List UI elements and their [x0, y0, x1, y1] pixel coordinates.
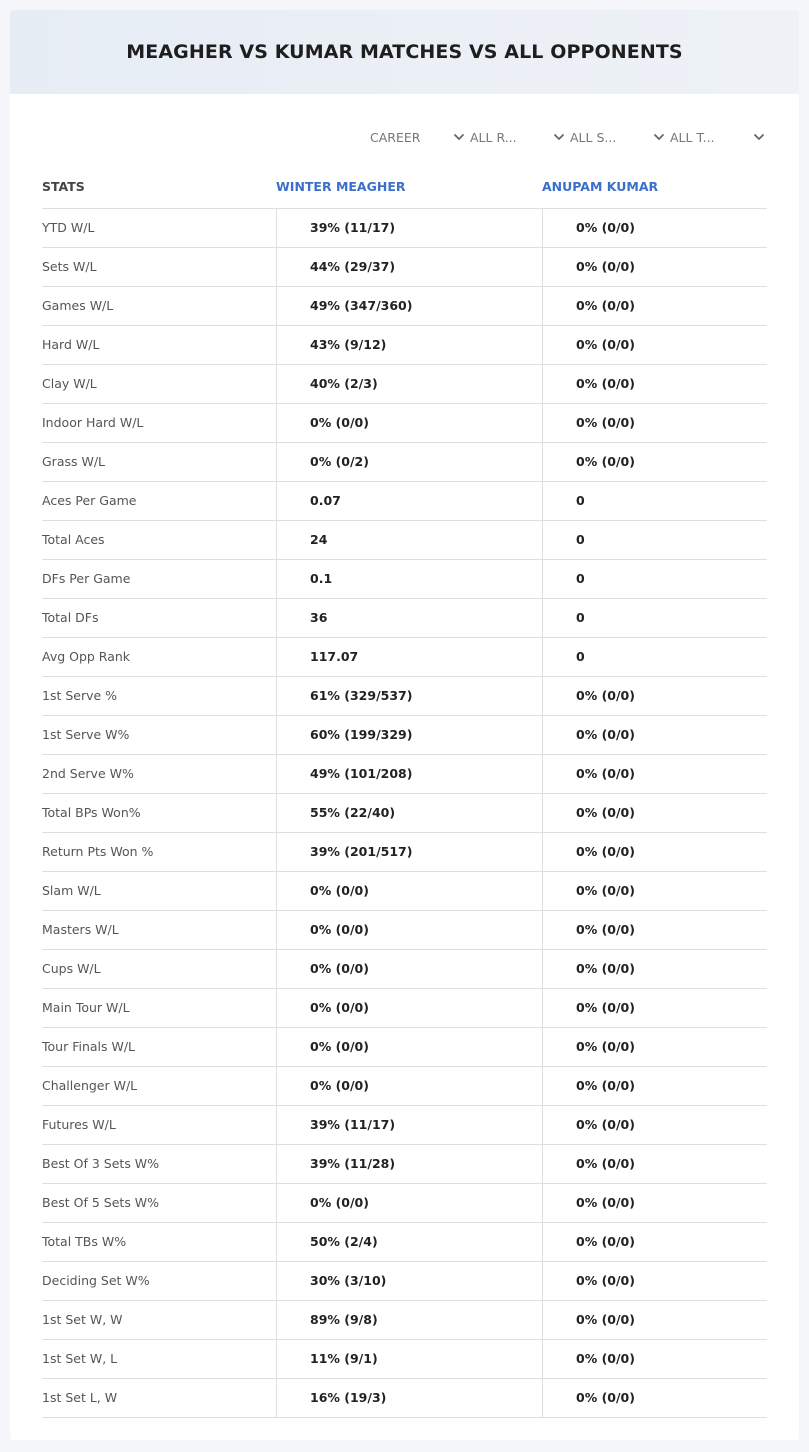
player1-value: 0% (0/0) [276, 872, 542, 910]
stat-label: 1st Set W, W [42, 1312, 123, 1327]
player1-value: 0% (0/2) [276, 443, 542, 481]
card-header [10, 10, 799, 94]
stat-label: Sets W/L [42, 259, 97, 274]
table-row [42, 1145, 767, 1184]
stat-label: 2nd Serve W% [42, 766, 134, 781]
stat-label: Best Of 5 Sets W% [42, 1195, 160, 1210]
table-row [42, 716, 767, 755]
filter-rounds-select[interactable] [466, 127, 566, 147]
player1-value: 0% (0/0) [276, 404, 542, 442]
table-row [42, 755, 767, 794]
stat-label: Challenger W/L [42, 1078, 138, 1093]
filter-tournament-select[interactable] [666, 127, 766, 147]
stat-label: Total DFs [42, 610, 99, 625]
player1-value: 49% (101/208) [276, 755, 542, 793]
table-row [42, 794, 767, 833]
table-row [42, 1379, 767, 1418]
column-header-stats: STATS [42, 179, 85, 194]
table-row [42, 833, 767, 872]
table-row [42, 1301, 767, 1340]
column-header-player2[interactable]: ANUPAM KUMAR [542, 179, 659, 194]
player2-value: 0% (0/0) [542, 1145, 767, 1183]
table-row [42, 404, 767, 443]
stat-label: Futures W/L [42, 1117, 116, 1132]
table-row [42, 1184, 767, 1223]
player2-value: 0% (0/0) [542, 677, 767, 715]
player2-value: 0% (0/0) [542, 1223, 767, 1261]
stat-label: Return Pts Won % [42, 844, 154, 859]
player1-value: 44% (29/37) [276, 248, 542, 286]
player2-value: 0% (0/0) [542, 326, 767, 364]
player1-value: 60% (199/329) [276, 716, 542, 754]
table-body [42, 209, 767, 1418]
stat-label: Clay W/L [42, 376, 97, 391]
stat-label: 1st Set W, L [42, 1351, 118, 1366]
player1-value: 39% (11/17) [276, 1106, 542, 1144]
filter-career-select[interactable] [366, 127, 466, 147]
table-row [42, 248, 767, 287]
player1-value: 89% (9/8) [276, 1301, 542, 1339]
player2-value: 0% (0/0) [542, 989, 767, 1027]
table-row [42, 209, 767, 248]
player2-value: 0 [542, 482, 767, 520]
stat-label: Total Aces [42, 532, 105, 547]
stat-label: YTD W/L [42, 220, 95, 235]
stat-label: Hard W/L [42, 337, 100, 352]
player2-value: 0 [542, 638, 767, 676]
stat-label: DFs Per Game [42, 571, 131, 586]
table-row [42, 989, 767, 1028]
stat-label: Cups W/L [42, 961, 101, 976]
table-row [42, 1262, 767, 1301]
player2-value: 0% (0/0) [542, 287, 767, 325]
player2-value: 0 [542, 599, 767, 637]
table-row [42, 1067, 767, 1106]
table-row [42, 1028, 767, 1067]
stat-label: Slam W/L [42, 883, 101, 898]
player2-value: 0% (0/0) [542, 1106, 767, 1144]
table-row [42, 1340, 767, 1379]
stat-label: Indoor Hard W/L [42, 415, 144, 430]
column-header-player1[interactable]: WINTER MEAGHER [276, 179, 406, 194]
table-row [42, 560, 767, 599]
table-row [42, 482, 767, 521]
filter-surface-select[interactable] [566, 127, 666, 147]
table-row [42, 677, 767, 716]
player1-value: 0% (0/0) [276, 989, 542, 1027]
table-row [42, 287, 767, 326]
player2-value: 0% (0/0) [542, 443, 767, 481]
player1-value: 61% (329/537) [276, 677, 542, 715]
player1-value: 40% (2/3) [276, 365, 542, 403]
stat-label: 1st Serve W% [42, 727, 130, 742]
table-row [42, 326, 767, 365]
player1-value: 49% (347/360) [276, 287, 542, 325]
table-row [42, 950, 767, 989]
player2-value: 0% (0/0) [542, 833, 767, 871]
stat-label: Avg Opp Rank [42, 649, 131, 664]
table-row [42, 911, 767, 950]
player1-value: 39% (201/517) [276, 833, 542, 871]
player1-value: 30% (3/10) [276, 1262, 542, 1300]
player2-value: 0% (0/0) [542, 365, 767, 403]
stat-label: Grass W/L [42, 454, 106, 469]
player1-value: 50% (2/4) [276, 1223, 542, 1261]
filter-label: CAREER [370, 129, 421, 145]
player1-value: 55% (22/40) [276, 794, 542, 832]
page-title: MEAGHER VS KUMAR MATCHES VS ALL OPPONENTS [126, 41, 683, 63]
stat-label: Total TBs W% [42, 1234, 127, 1249]
table-row [42, 365, 767, 404]
stat-label: Best Of 3 Sets W% [42, 1156, 160, 1171]
player1-value: 0% (0/0) [276, 1028, 542, 1066]
player2-value: 0% (0/0) [542, 872, 767, 910]
player2-value: 0% (0/0) [542, 1067, 767, 1105]
player2-value: 0% (0/0) [542, 950, 767, 988]
filter-label: ALL S... [570, 129, 617, 145]
player2-value: 0% (0/0) [542, 755, 767, 793]
player2-value: 0 [542, 521, 767, 559]
player1-value: 0.07 [276, 482, 542, 520]
player1-value: 39% (11/28) [276, 1145, 542, 1183]
stat-label: 1st Serve % [42, 688, 118, 703]
table-header [42, 165, 767, 209]
player1-value: 11% (9/1) [276, 1340, 542, 1378]
player2-value: 0% (0/0) [542, 716, 767, 754]
player1-value: 16% (19/3) [276, 1379, 542, 1417]
player2-value: 0% (0/0) [542, 1028, 767, 1066]
player1-value: 117.07 [276, 638, 542, 676]
table-row [42, 872, 767, 911]
player1-value: 43% (9/12) [276, 326, 542, 364]
chevron-down-icon [652, 130, 666, 144]
player2-value: 0% (0/0) [542, 404, 767, 442]
chevron-down-icon [752, 130, 766, 144]
player1-value: 36 [276, 599, 542, 637]
table-row [42, 443, 767, 482]
player2-value: 0% (0/0) [542, 1340, 767, 1378]
table-row [42, 1223, 767, 1262]
stats-table [42, 165, 767, 1418]
stat-label: 1st Set L, W [42, 1390, 118, 1405]
player1-value: 0.1 [276, 560, 542, 598]
player2-value: 0% (0/0) [542, 248, 767, 286]
stat-label: Total BPs Won% [42, 805, 141, 820]
stat-label: Deciding Set W% [42, 1273, 150, 1288]
player1-value: 24 [276, 521, 542, 559]
table-row [42, 599, 767, 638]
player1-value: 0% (0/0) [276, 911, 542, 949]
filter-bar [366, 127, 766, 147]
table-row [42, 521, 767, 560]
table-row [42, 1106, 767, 1145]
player1-value: 0% (0/0) [276, 1184, 542, 1222]
player1-value: 39% (11/17) [276, 209, 542, 247]
player1-value: 0% (0/0) [276, 1067, 542, 1105]
player2-value: 0 [542, 560, 767, 598]
player2-value: 0% (0/0) [542, 911, 767, 949]
player2-value: 0% (0/0) [542, 209, 767, 247]
stat-label: Masters W/L [42, 922, 119, 937]
stat-label: Aces Per Game [42, 493, 137, 508]
player2-value: 0% (0/0) [542, 1379, 767, 1417]
filter-label: ALL T... [670, 129, 715, 145]
chevron-down-icon [452, 130, 466, 144]
player2-value: 0% (0/0) [542, 794, 767, 832]
player2-value: 0% (0/0) [542, 1262, 767, 1300]
table-row [42, 638, 767, 677]
player2-value: 0% (0/0) [542, 1184, 767, 1222]
player2-value: 0% (0/0) [542, 1301, 767, 1339]
stat-label: Games W/L [42, 298, 114, 313]
stat-label: Main Tour W/L [42, 1000, 130, 1015]
chevron-down-icon [552, 130, 566, 144]
stats-card [10, 10, 799, 1440]
stat-label: Tour Finals W/L [42, 1039, 136, 1054]
filter-label: ALL R... [470, 129, 517, 145]
player1-value: 0% (0/0) [276, 950, 542, 988]
